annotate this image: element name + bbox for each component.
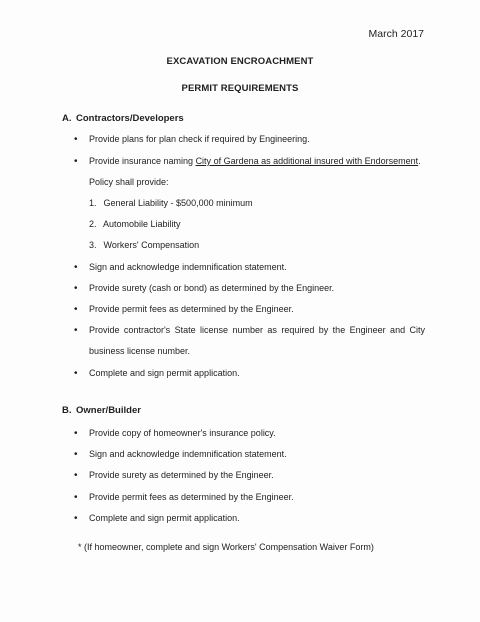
list-item <box>74 492 294 503</box>
policy-intro: Policy shall provide: <box>89 177 169 187</box>
underlined-text: City of Gardena as additional insured with Endorsement <box>195 156 419 166</box>
item-number: 2. <box>89 219 97 229</box>
bullet-icon: • <box>74 134 78 145</box>
list-item <box>74 283 334 294</box>
list-item <box>74 134 310 145</box>
list-item-text-continued: business license number. <box>89 346 191 356</box>
list-item-text: . <box>418 156 421 166</box>
list-item <box>74 156 421 167</box>
list-item-text: Complete and sign permit application. <box>89 513 240 523</box>
section-a-heading <box>62 113 184 124</box>
bullet-icon: • <box>74 262 78 273</box>
list-item-text: Sign and acknowledge indemnification statement. <box>89 262 287 272</box>
list-item-text: Provide surety (cash or bond) as determined by the Engineer. <box>89 283 335 293</box>
bullet-icon: • <box>74 283 78 294</box>
bullet-icon: • <box>74 304 78 315</box>
list-item-text: Provide surety as determined by the Engineer. <box>89 470 274 480</box>
list-item <box>74 470 274 481</box>
list-item-text: Provide contractor's State license number as required by the Engineer and City <box>89 325 425 335</box>
list-item <box>74 304 294 315</box>
section-b-letter: B. <box>62 405 72 416</box>
numbered-item-text: Workers' Compensation <box>103 240 200 250</box>
numbered-item-text: Automobile Liability <box>103 219 181 229</box>
bullet-icon: • <box>74 470 78 481</box>
list-item-bullet <box>74 325 89 336</box>
list-item-text: Sign and acknowledge indemnification statement. <box>89 449 287 459</box>
section-a-title: Contractors/Developers <box>76 113 184 124</box>
section-b-title: Owner/Builder <box>76 405 141 416</box>
bullet-icon: • <box>74 368 78 379</box>
bullet-icon: • <box>74 325 78 336</box>
list-item-text: Provide copy of homeowner's insurance policy. <box>89 428 276 438</box>
list-item-text: Provide permit fees as determined by the Engineer. <box>89 304 294 314</box>
bullet-icon: • <box>74 492 78 503</box>
list-item-text: Provide insurance naming <box>89 156 196 166</box>
list-item <box>74 368 240 379</box>
document-title: EXCAVATION ENCROACHMENT <box>166 56 314 67</box>
list-item <box>74 513 240 524</box>
list-item <box>74 428 276 439</box>
numbered-item <box>89 240 199 250</box>
document-date: March 2017 <box>368 28 424 40</box>
list-item-text: Provide plans for plan check if required by Engineering. <box>89 134 310 144</box>
list-item-text: Complete and sign permit application. <box>89 368 240 378</box>
footnote: * (If homeowner, complete and sign Workers' Compensation Waiver Form) <box>78 542 374 552</box>
item-number: 3. <box>89 240 97 250</box>
numbered-item-text: General Liability - $500,000 minimum <box>103 198 253 208</box>
item-number: 1. <box>89 198 97 208</box>
bullet-icon: • <box>74 449 78 460</box>
numbered-item <box>89 198 253 208</box>
list-item <box>74 449 287 460</box>
section-a-letter: A. <box>62 113 72 124</box>
document-subtitle: PERMIT REQUIREMENTS <box>181 83 299 94</box>
list-item <box>74 262 287 273</box>
section-b-heading <box>62 405 141 416</box>
bullet-icon: • <box>74 428 78 439</box>
bullet-icon: • <box>74 513 78 524</box>
bullet-icon: • <box>74 156 78 167</box>
numbered-item <box>89 219 181 229</box>
list-item-text: Provide permit fees as determined by the Engineer. <box>89 492 294 502</box>
